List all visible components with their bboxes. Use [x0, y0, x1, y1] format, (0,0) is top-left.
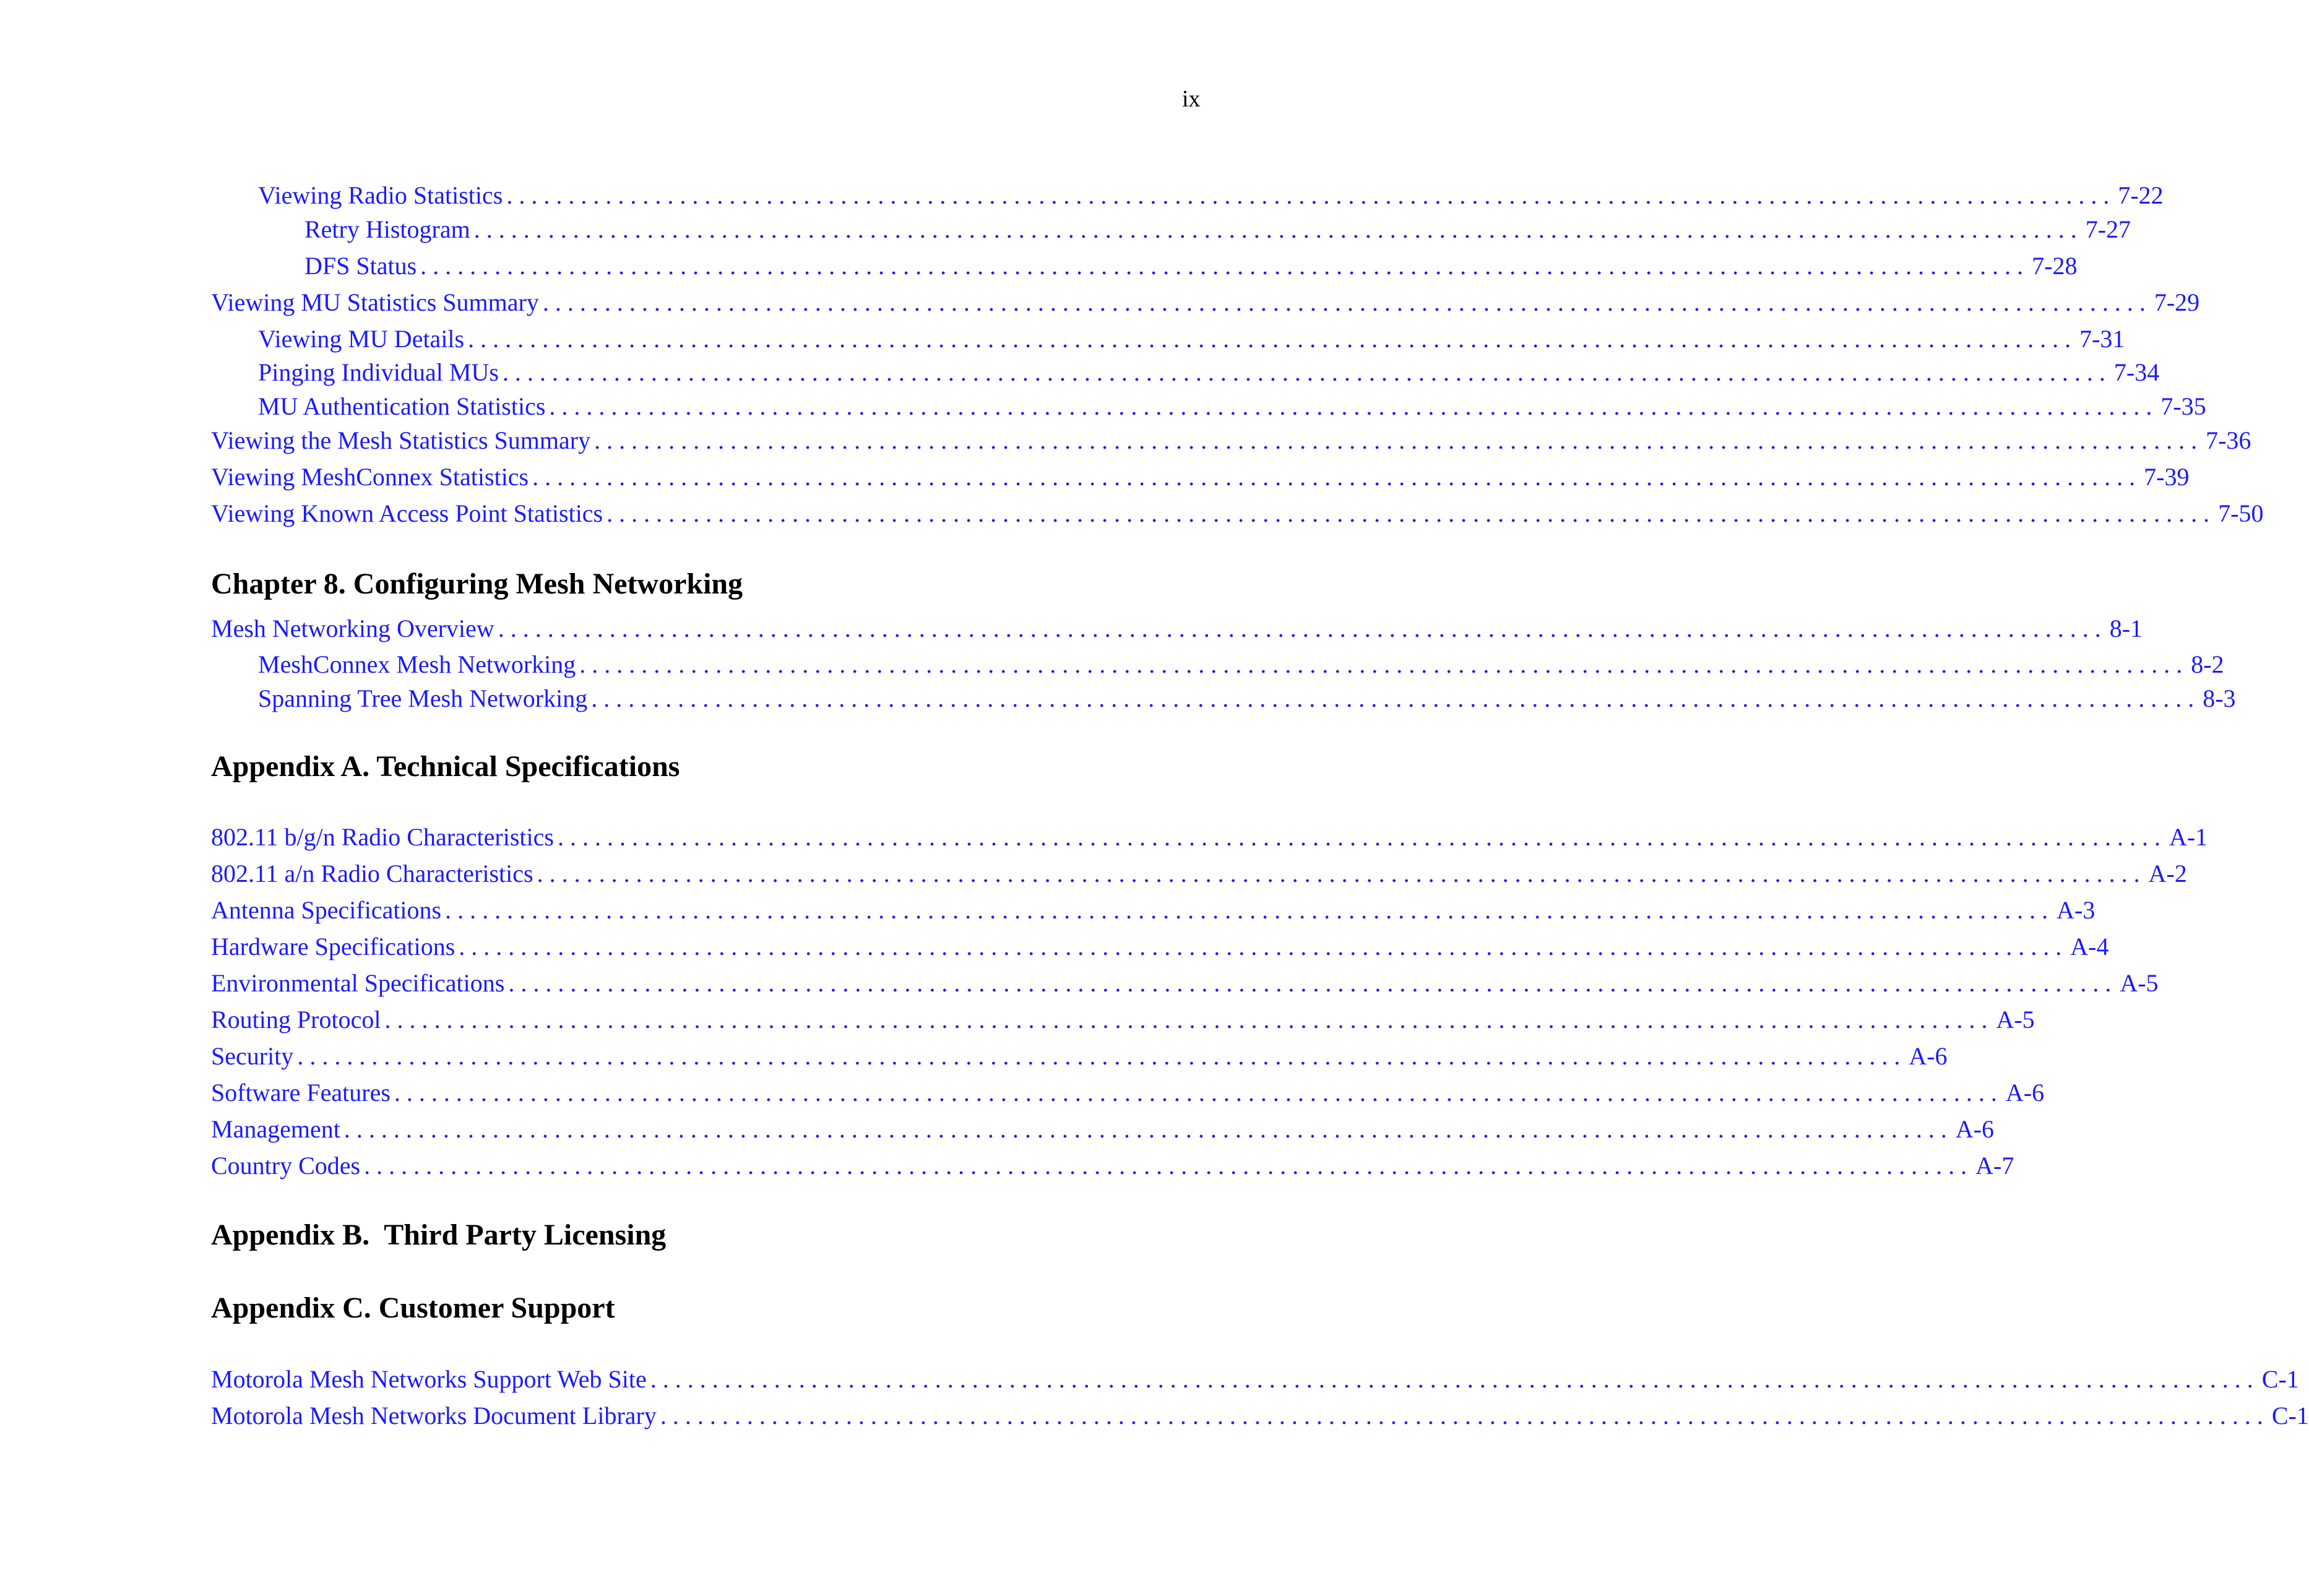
dot-leader: .................................................................................................................................. — [502, 358, 2112, 386]
toc-entry-page: 7-27 — [2085, 215, 2131, 243]
toc-entry-label: Spanning Tree Mesh Networking — [258, 684, 588, 712]
toc-entry-retry-histogram[interactable] — [304, 215, 2131, 244]
toc-entry-pinging-individual-mus[interactable] — [258, 358, 2160, 387]
toc-entry-label: Software Features — [211, 1079, 391, 1106]
toc-entry-page: 7-31 — [2079, 325, 2125, 353]
toc-entry-label: Management — [211, 1115, 340, 1143]
toc-entry-environmental-specifications[interactable] — [211, 968, 2159, 998]
toc-entry-mu-authentication-statistics[interactable] — [258, 392, 2206, 421]
toc-entry-software-features[interactable] — [211, 1078, 2045, 1108]
toc-entry-label: MU Authentication Statistics — [258, 392, 546, 420]
toc-entry-page: 7-28 — [2032, 252, 2078, 280]
dot-leader: .................................................................................................................................. — [506, 181, 2116, 209]
toc-entry-label: Viewing the Mesh Statistics Summary — [211, 426, 591, 454]
toc-entry-page: A-1 — [2169, 823, 2208, 851]
toc-entry-viewing-mesh-statistics-summary[interactable] — [211, 426, 2251, 455]
toc-entry-label: Viewing Radio Statistics — [258, 181, 503, 209]
toc-entry-802-11-an-radio[interactable] — [211, 859, 2187, 889]
dot-leader: .................................................................................................................................. — [473, 215, 2083, 243]
toc-entry-antenna-specifications[interactable] — [211, 895, 2095, 925]
toc-entry-viewing-mu-details[interactable] — [258, 324, 2125, 354]
toc-entry-label: Antenna Specifications — [211, 896, 442, 924]
toc-entry-label: DFS Status — [304, 252, 417, 280]
toc-entry-page: C-1 — [2261, 1365, 2299, 1393]
toc-entry-label: Viewing Known Access Point Statistics — [211, 499, 603, 527]
toc-entry-support-web-site[interactable] — [211, 1365, 2299, 1394]
toc-entry-label: Hardware Specifications — [211, 933, 455, 960]
toc-entry-viewing-radio-statistics[interactable] — [258, 181, 2164, 210]
toc-entry-page: A-6 — [2005, 1079, 2045, 1106]
toc-entry-802-11-bgn-radio[interactable] — [211, 822, 2208, 852]
appendix-a-heading: Appendix A. Technical Specifications — [211, 750, 680, 783]
toc-entry-label: Pinging Individual MUs — [258, 358, 499, 386]
chapter-8-heading: Chapter 8. Configuring Mesh Networking — [211, 567, 743, 600]
toc-entry-security[interactable] — [211, 1042, 1948, 1071]
dot-leader: .................................................................................................................................. — [606, 499, 2216, 527]
toc-entry-page: 8-3 — [2203, 684, 2236, 712]
toc-entry-label: Viewing MU Details — [258, 325, 465, 353]
toc-entry-page: C-1 — [2271, 1402, 2309, 1430]
dot-leader: .................................................................................................................................. — [445, 896, 2055, 924]
toc-entry-page: A-3 — [2057, 896, 2095, 924]
toc-entry-page: A-5 — [2120, 969, 2159, 997]
toc-entry-page: 7-29 — [2154, 288, 2200, 316]
toc-entry-page: A-7 — [1975, 1152, 2014, 1180]
table-of-contents — [211, 0, 2309, 1596]
dot-leader: .................................................................................................................................. — [364, 1152, 1974, 1180]
dot-leader: .................................................................................................................................. — [557, 823, 2167, 851]
dot-leader: .................................................................................................................................. — [537, 860, 2146, 887]
toc-entry-page: A-6 — [1955, 1115, 1995, 1143]
toc-entry-label: Retry Histogram — [304, 215, 470, 243]
toc-entry-page: 7-50 — [2218, 499, 2264, 527]
toc-entry-page: 8-1 — [2109, 615, 2143, 642]
toc-entry-page: A-5 — [1996, 1006, 2035, 1033]
toc-entry-page: 8-2 — [2191, 650, 2224, 678]
toc-entry-page: A-2 — [2148, 860, 2187, 887]
toc-entry-label: MeshConnex Mesh Networking — [258, 650, 576, 678]
toc-entry-country-codes[interactable] — [211, 1151, 2014, 1181]
toc-entry-page: 7-35 — [2160, 392, 2206, 420]
dot-leader: .................................................................................................................................. — [394, 1079, 2003, 1106]
dot-leader: .................................................................................................................................. — [343, 1115, 1953, 1143]
dot-leader: .................................................................................................................................. — [468, 325, 2078, 353]
toc-entry-label: Motorola Mesh Networks Document Library — [211, 1402, 657, 1430]
toc-entry-label: Viewing MU Statistics Summary — [211, 288, 539, 316]
toc-entry-label: Security — [211, 1042, 294, 1070]
dot-leader: .................................................................................................................................. — [579, 650, 2189, 678]
toc-entry-page: A-6 — [1909, 1042, 1948, 1070]
toc-entry-viewing-known-access-point-statistics[interactable] — [211, 499, 2264, 528]
dot-leader: .................................................................................................................................. — [650, 1365, 2259, 1393]
toc-entry-management[interactable] — [211, 1115, 1995, 1144]
toc-entry-label: Viewing MeshConnex Statistics — [211, 463, 529, 491]
toc-entry-page: 7-34 — [2113, 358, 2160, 386]
toc-entry-label: Environmental Specifications — [211, 969, 505, 997]
appendix-c-heading: Appendix C. Customer Support — [211, 1292, 615, 1324]
toc-entry-label: 802.11 a/n Radio Characteristics — [211, 860, 533, 887]
toc-entry-label: Motorola Mesh Networks Support Web Site — [211, 1365, 647, 1393]
page-number: ix — [1182, 86, 1201, 112]
dot-leader: .................................................................................................................................. — [384, 1006, 1994, 1033]
toc-entry-page: 7-22 — [2118, 181, 2164, 209]
dot-leader: .................................................................................................................................. — [498, 615, 2107, 642]
toc-entry-label: 802.11 b/g/n Radio Characteristics — [211, 823, 554, 851]
dot-leader: .................................................................................................................................. — [297, 1042, 1907, 1070]
toc-entry-meshconnex-mesh-networking[interactable] — [258, 650, 2224, 679]
toc-entry-label: Country Codes — [211, 1152, 361, 1180]
toc-entry-routing-protocol[interactable] — [211, 1005, 2035, 1035]
toc-entry-document-library[interactable] — [211, 1401, 2309, 1431]
dot-leader: .................................................................................................................................. — [549, 392, 2159, 420]
dot-leader: .................................................................................................................................. — [459, 933, 2068, 960]
toc-entry-viewing-mu-statistics-summary[interactable] — [211, 288, 2200, 317]
toc-entry-dfs-status[interactable] — [304, 251, 2078, 281]
toc-entry-label: Mesh Networking Overview — [211, 615, 494, 642]
toc-entry-hardware-specifications[interactable] — [211, 932, 2109, 962]
toc-entry-page: 7-36 — [2206, 426, 2251, 454]
appendix-b-heading: Appendix B. Third Party Licensing — [211, 1219, 667, 1251]
dot-leader: .................................................................................................................................. — [594, 426, 2204, 454]
dot-leader: .................................................................................................................................. — [542, 288, 2152, 316]
toc-entry-label: Routing Protocol — [211, 1006, 381, 1033]
dot-leader: .................................................................................................................................. — [420, 252, 2030, 280]
toc-entry-spanning-tree-mesh-networking[interactable] — [258, 684, 2236, 714]
toc-entry-page: 7-39 — [2144, 463, 2190, 491]
toc-entry-page: A-4 — [2070, 933, 2109, 960]
toc-entry-mesh-networking-overview[interactable] — [211, 614, 2143, 644]
toc-entry-viewing-meshconnex-statistics[interactable] — [211, 462, 2190, 492]
dot-leader: .................................................................................................................................. — [508, 969, 2118, 997]
dot-leader: .................................................................................................................................. — [532, 463, 2142, 491]
dot-leader: .................................................................................................................................. — [591, 684, 2201, 712]
dot-leader: .................................................................................................................................. — [660, 1402, 2269, 1430]
